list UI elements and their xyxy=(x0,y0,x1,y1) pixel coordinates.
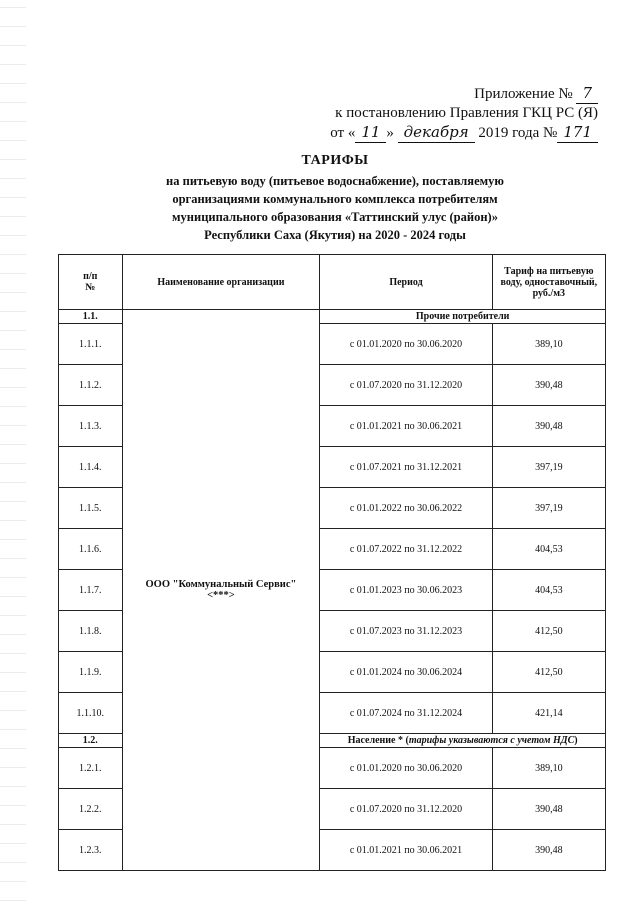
date-year: 2019 года № xyxy=(478,125,558,141)
date-mid: » xyxy=(386,125,394,141)
row-period: с 01.01.2020 по 30.06.2020 xyxy=(320,748,492,789)
section-label: Население * (тарифы указываются с учетом НДС) xyxy=(320,734,606,748)
row-tariff: 421,14 xyxy=(492,693,605,734)
row-tariff: 390,48 xyxy=(492,406,605,447)
row-tariff: 404,53 xyxy=(492,570,605,611)
row-num: 1.1.4. xyxy=(59,447,123,488)
row-period: с 01.07.2020 по 31.12.2020 xyxy=(320,789,492,830)
appendix-line3 xyxy=(330,123,598,143)
row-num: 1.1.6. xyxy=(59,529,123,570)
row-num: 1.2.1. xyxy=(59,748,123,789)
row-tariff: 389,10 xyxy=(492,748,605,789)
date-prefix: от « xyxy=(330,125,356,141)
row-period: с 01.07.2020 по 31.12.2020 xyxy=(320,365,492,406)
section-label: Прочие потребители xyxy=(320,310,606,324)
organization-cell xyxy=(122,310,320,871)
row-period: с 01.07.2021 по 31.12.2021 xyxy=(320,447,492,488)
row-num: 1.1.1. xyxy=(59,324,123,365)
appendix-line1 xyxy=(330,84,598,104)
title-line2: организациями коммунального комплекса потребителям xyxy=(172,192,498,206)
row-period: с 01.01.2021 по 30.06.2021 xyxy=(320,406,492,447)
row-tariff: 390,48 xyxy=(492,789,605,830)
row-period: с 01.01.2021 по 30.06.2021 xyxy=(320,830,492,871)
header-org: Наименование организации xyxy=(122,255,320,310)
row-tariff: 412,50 xyxy=(492,611,605,652)
row-num: 1.1.3. xyxy=(59,406,123,447)
header-num-line2: № xyxy=(85,282,96,293)
table-header-row xyxy=(59,255,606,310)
section-num: 1.2. xyxy=(59,734,123,748)
row-tariff: 397,19 xyxy=(492,447,605,488)
header-period: Период xyxy=(320,255,492,310)
row-tariff: 389,10 xyxy=(492,324,605,365)
row-tariff: 397,19 xyxy=(492,488,605,529)
scan-margin-marks xyxy=(0,0,26,905)
appendix-label: Приложение № xyxy=(474,86,573,102)
title-line1: на питьевую воду (питьевое водоснабжение), поставляемую xyxy=(166,174,504,188)
tariff-table xyxy=(58,254,606,871)
row-period: с 01.01.2020 по 30.06.2020 xyxy=(320,324,492,365)
row-period: с 01.07.2024 по 31.12.2024 xyxy=(320,693,492,734)
row-tariff: 390,48 xyxy=(492,365,605,406)
header-num-line1: п/п xyxy=(83,271,98,282)
appendix-line2: к постановлению Правления ГКЦ РС (Я) xyxy=(335,105,598,121)
appendix-number: 7 xyxy=(576,84,598,104)
section-row xyxy=(59,310,606,324)
row-num: 1.2.3. xyxy=(59,830,123,871)
row-num: 1.2.2. xyxy=(59,789,123,830)
row-tariff: 412,50 xyxy=(492,652,605,693)
row-period: с 01.01.2024 по 30.06.2024 xyxy=(320,652,492,693)
header-tariff: Тариф на питьевую воду, одноставочный, руб./м3 xyxy=(492,255,605,310)
row-num: 1.1.2. xyxy=(59,365,123,406)
title-main: ТАРИФЫ xyxy=(301,153,369,168)
row-num: 1.1.9. xyxy=(59,652,123,693)
row-num: 1.1.8. xyxy=(59,611,123,652)
row-num: 1.1.7. xyxy=(59,570,123,611)
appendix-header xyxy=(330,84,598,143)
row-num: 1.1.5. xyxy=(59,488,123,529)
organization-name: ООО "Коммунальный Сервис" xyxy=(145,579,297,590)
row-period: с 01.07.2022 по 31.12.2022 xyxy=(320,529,492,570)
row-tariff: 404,53 xyxy=(492,529,605,570)
date-day: 11 xyxy=(355,123,386,143)
row-num: 1.1.10. xyxy=(59,693,123,734)
row-tariff: 390,48 xyxy=(492,830,605,871)
title-line3: муниципального образования «Таттинский улус (район)» xyxy=(172,210,498,224)
date-month: декабря xyxy=(398,123,475,143)
title-line4: Республики Саха (Якутия) на 2020 - 2024 годы xyxy=(204,228,466,242)
section-num: 1.1. xyxy=(59,310,123,324)
row-period: с 01.07.2023 по 31.12.2023 xyxy=(320,611,492,652)
decree-number: 171 xyxy=(557,123,598,143)
organization-note: <***> xyxy=(207,590,235,601)
header-num xyxy=(59,255,123,310)
document-title xyxy=(100,152,570,244)
row-period: с 01.01.2023 по 30.06.2023 xyxy=(320,570,492,611)
row-period: с 01.01.2022 по 30.06.2022 xyxy=(320,488,492,529)
